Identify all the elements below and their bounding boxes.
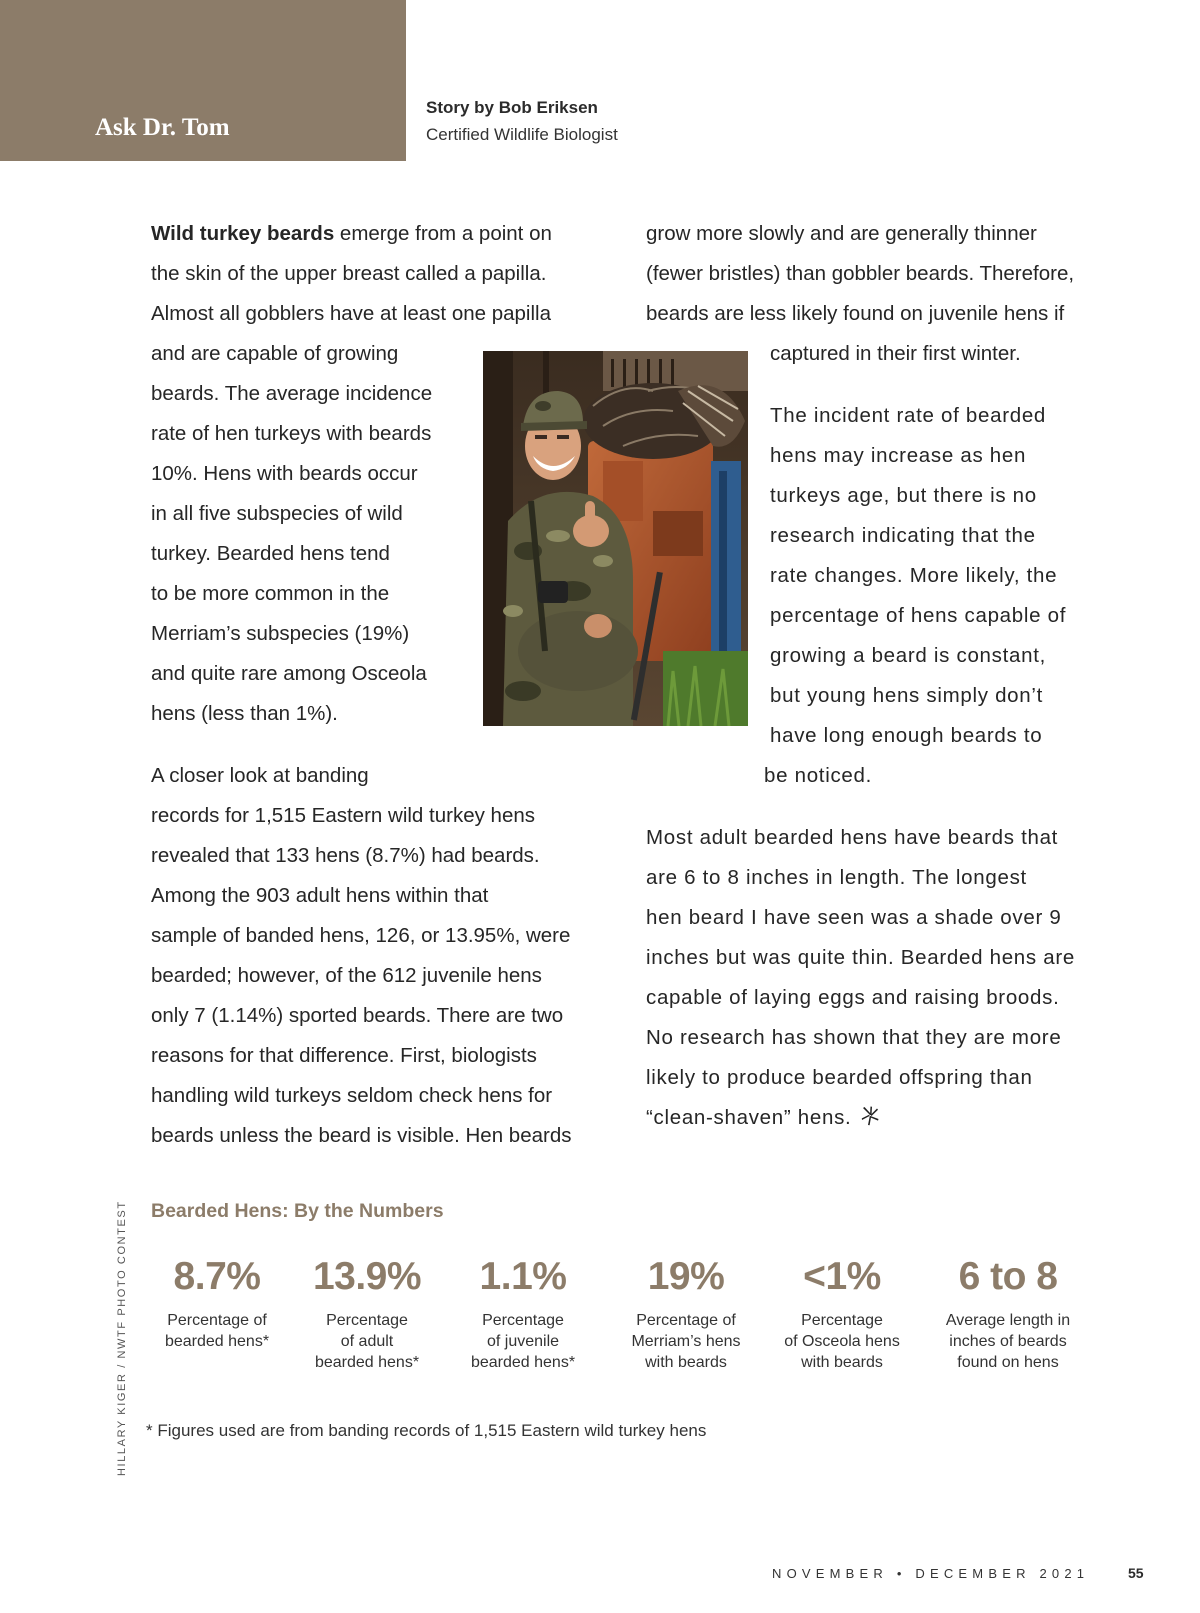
stat-label: Percentage of Osceola hens with beards	[784, 1312, 900, 1371]
paragraph-line: bearded; however, of the 612 juvenile hens	[151, 964, 542, 987]
stat-value: 19%	[647, 1255, 725, 1298]
paragraph-line: hens may increase as hen	[770, 444, 1027, 467]
paragraph-line: to be more common in the	[151, 582, 390, 605]
paragraph-line: grow more slowly and are generally thinner	[646, 222, 1037, 245]
paragraph-line: but young hens simply don’t	[770, 684, 1044, 707]
paragraph-line: in all five subspecies of wild	[151, 502, 403, 525]
paragraph-line: percentage of hens capable of	[770, 604, 1067, 627]
stat-label: Percentage of adult bearded hens*	[314, 1312, 420, 1371]
article-col2-top	[646, 214, 1106, 334]
paragraph-line: beards unless the beard is visible. Hen beards	[151, 1124, 572, 1147]
stat-item	[438, 1254, 608, 1373]
stat-label: Percentage of bearded hens*	[164, 1312, 270, 1350]
paragraph-line: revealed that 133 hens (8.7%) had beards.	[151, 844, 540, 867]
paragraph-line: No research has shown that they are more	[646, 1026, 1062, 1049]
paragraph-line: growing a beard is constant,	[770, 644, 1047, 667]
paragraph-line: the skin of the upper breast called a papilla.	[151, 262, 547, 285]
paragraph-line: rate changes. More likely, the	[770, 564, 1058, 587]
paragraph-line: The incident rate of bearded	[770, 404, 1047, 427]
paragraph-line: captured in their first winter.	[770, 342, 1021, 365]
paragraph-line: likely to produce bearded offspring than	[646, 1066, 1033, 1089]
article-col2-middle-end	[764, 756, 1064, 796]
paragraph-line: rate of hen turkeys with beards	[151, 422, 432, 445]
article-col1-bottom	[151, 756, 611, 1156]
paragraph-line: inches but was quite thin. Bearded hens are	[646, 946, 1075, 969]
stat-value: 13.9%	[312, 1255, 422, 1298]
paragraph-line: research indicating that the	[770, 524, 1036, 547]
paragraph-line: beards. The average incidence	[151, 382, 433, 405]
paragraph-line: Most adult bearded hens have beards that	[646, 826, 1059, 849]
stat-label: Percentage of juvenile bearded hens*	[470, 1312, 576, 1371]
stat-item	[601, 1254, 771, 1373]
lead-phrase: Wild turkey beards	[151, 222, 335, 245]
paragraph-line: handling wild turkeys seldom check hens for	[151, 1084, 553, 1107]
stat-value: 6 to 8	[958, 1255, 1058, 1298]
hunter-with-turkey-photo	[483, 351, 748, 726]
paragraph-line: A closer look at banding	[151, 764, 369, 787]
stat-value: 8.7%	[173, 1255, 261, 1298]
column-title: Ask Dr. Tom	[95, 114, 230, 141]
paragraph-line: Almost all gobblers have at least one papilla	[151, 302, 551, 325]
paragraph-line: turkeys age, but there is no	[770, 484, 1037, 507]
stat-label: Percentage of Merriam’s hens with beards	[631, 1312, 741, 1371]
paragraph-line: Merriam’s subspecies (19%)	[151, 622, 410, 645]
paragraph-line: records for 1,515 Eastern wild turkey hens	[151, 804, 535, 827]
paragraph-line: capable of laying eggs and raising broods.	[646, 986, 1060, 1009]
paragraph-line: reasons for that difference. First, biologists	[151, 1044, 537, 1067]
byline	[426, 94, 618, 148]
author-role: Certified Wildlife Biologist	[426, 125, 618, 144]
turkey-track-icon	[860, 1106, 880, 1126]
paragraph-line: have long enough beards to	[770, 724, 1043, 747]
paragraph-line: are 6 to 8 inches in length. The longest	[646, 866, 1027, 889]
article-col2-bottom	[646, 818, 1116, 1138]
paragraph-line: Wild turkey beards emerge from a point on	[151, 222, 552, 245]
paragraph-line: 10%. Hens with beards occur	[151, 462, 418, 485]
header-block	[0, 0, 406, 161]
stat-item	[757, 1254, 927, 1373]
stat-item	[132, 1254, 302, 1352]
paragraph-line: (fewer bristles) than gobbler beards. Therefore,	[646, 262, 1075, 285]
stat-item	[282, 1254, 452, 1373]
paragraph-line: hens (less than 1%).	[151, 702, 338, 725]
article-col2-wrap	[770, 334, 1100, 374]
stat-value: 1.1%	[479, 1255, 567, 1298]
paragraph-line: hen beard I have seen was a shade over 9	[646, 906, 1062, 929]
stat-value: <1%	[803, 1255, 881, 1298]
paragraph-line: and are capable of growing	[151, 342, 399, 365]
stat-label: Average length in inches of beards found on hens	[945, 1312, 1071, 1371]
issue-date: NOVEMBER • DECEMBER 2021	[772, 1566, 1090, 1581]
article-col2-middle	[770, 396, 1110, 756]
author-name: Story by Bob Eriksen	[426, 98, 598, 117]
paragraph-line: Among the 903 adult hens within that	[151, 884, 489, 907]
stats-footnote: * Figures used are from banding records of 1,515 Eastern wild turkey hens	[146, 1421, 707, 1440]
paragraph-line: beards are less likely found on juvenile hens if	[646, 302, 1065, 325]
paragraph-line: sample of banded hens, 126, or 13.95%, were	[151, 924, 571, 947]
paragraph-line: turkey. Bearded hens tend	[151, 542, 390, 565]
paragraph-line: “clean-shaven” hens.	[646, 1098, 1116, 1138]
paragraph-line: only 7 (1.14%) sported beards. There are two	[151, 1004, 564, 1027]
paragraph-line: and quite rare among Osceola	[151, 662, 427, 685]
paragraph-line: be noticed.	[764, 764, 872, 787]
photo-credit: HILLARY KIGER / NWTF PHOTO CONTEST	[116, 1200, 128, 1476]
page-number: 55	[1128, 1565, 1144, 1581]
stat-item	[923, 1254, 1093, 1373]
stats-title: Bearded Hens: By the Numbers	[151, 1200, 444, 1222]
